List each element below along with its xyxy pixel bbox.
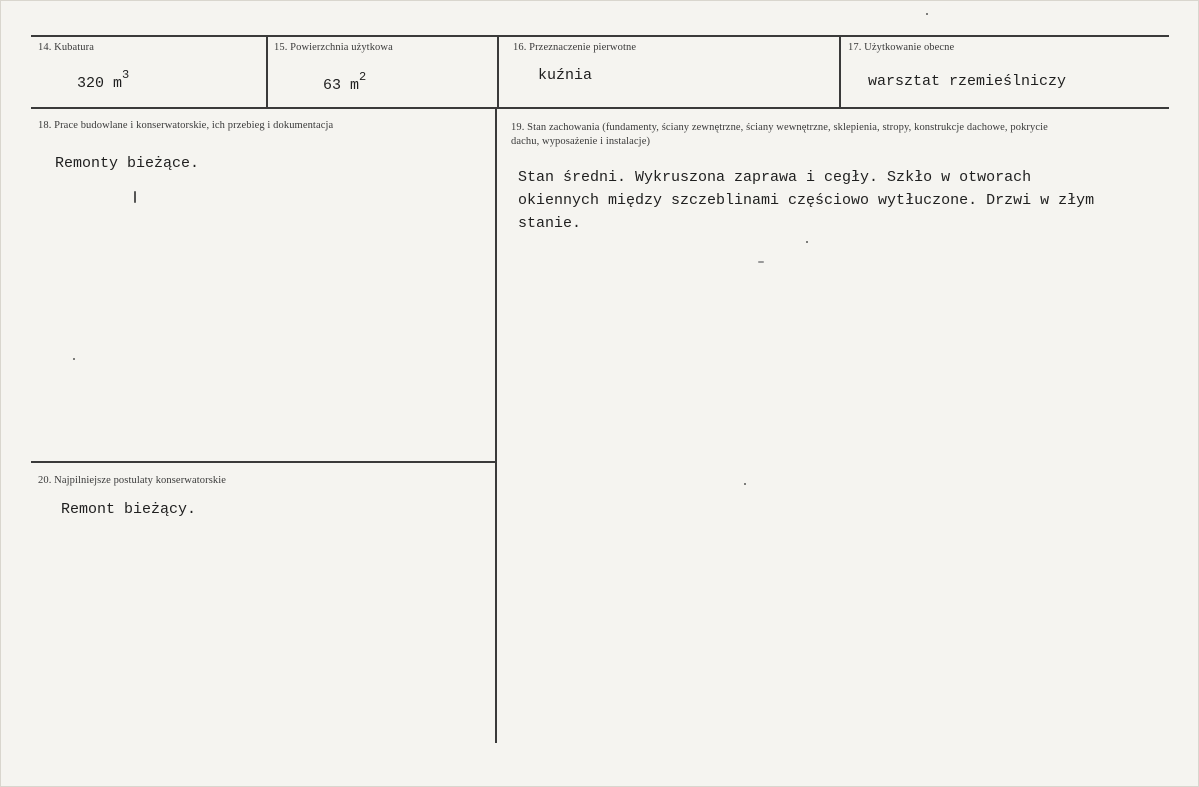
- kubatura-number: 320 m: [77, 75, 123, 92]
- paper-speck: [134, 191, 136, 203]
- kubatura-label: 14. Kubatura: [38, 42, 95, 53]
- divider-15-16: [497, 37, 499, 107]
- postulaty-value: Remont bieżący.: [61, 501, 197, 518]
- powierzchnia-unit-exponent: 2: [359, 70, 367, 84]
- uzytkowanie-value: warsztat rzemieślniczy: [868, 73, 1067, 90]
- przeznaczenie-value: kuźnia: [538, 67, 593, 84]
- paper-speck: [758, 261, 764, 263]
- przeznaczenie-label: 16. Przeznaczenie pierwotne: [513, 42, 637, 53]
- top-rule: [31, 35, 1169, 37]
- prace-label: 18. Prace budowlane i konserwatorskie, ich przebieg i dokumentacja: [38, 120, 334, 131]
- powierzchnia-value: [323, 70, 367, 94]
- row1-bottom-rule: [31, 107, 1169, 109]
- stan-zachowania-value: Stan średni. Wykruszona zaprawa i cegły. Szkło w otworach okiennych między szczeblinami częściowo wytłuczone. Drzwi w złym stanie.: [518, 169, 1095, 232]
- kubatura-unit-exponent: 3: [122, 68, 130, 82]
- powierzchnia-number: 63 m: [323, 77, 360, 94]
- divider-16-17: [839, 37, 841, 107]
- uzytkowanie-label: 17. Użytkowanie obecne: [848, 42, 955, 53]
- divider-14-15: [266, 37, 268, 107]
- paper-speck: [806, 241, 808, 243]
- paper-speck: [926, 13, 928, 15]
- paper-speck: [744, 483, 746, 485]
- paper-speck: [73, 358, 75, 360]
- stan-zachowania-label: 19. Stan zachowania (fundamenty, ściany zewnętrzne, ściany wewnętrzne, sklepienia, stropy, konstrukcje dachowe, pokrycie dachu, wyposażenie i instalacje): [511, 122, 1048, 147]
- row-18-20-rule: [31, 461, 495, 463]
- prace-value: Remonty bieżące.: [55, 155, 200, 172]
- kubatura-value: [77, 68, 130, 92]
- divider-left-right: [495, 109, 497, 743]
- powierzchnia-label: 15. Powierzchnia użytkowa: [274, 42, 393, 53]
- postulaty-label: 20. Najpilniejsze postulaty konserwatorskie: [38, 475, 227, 486]
